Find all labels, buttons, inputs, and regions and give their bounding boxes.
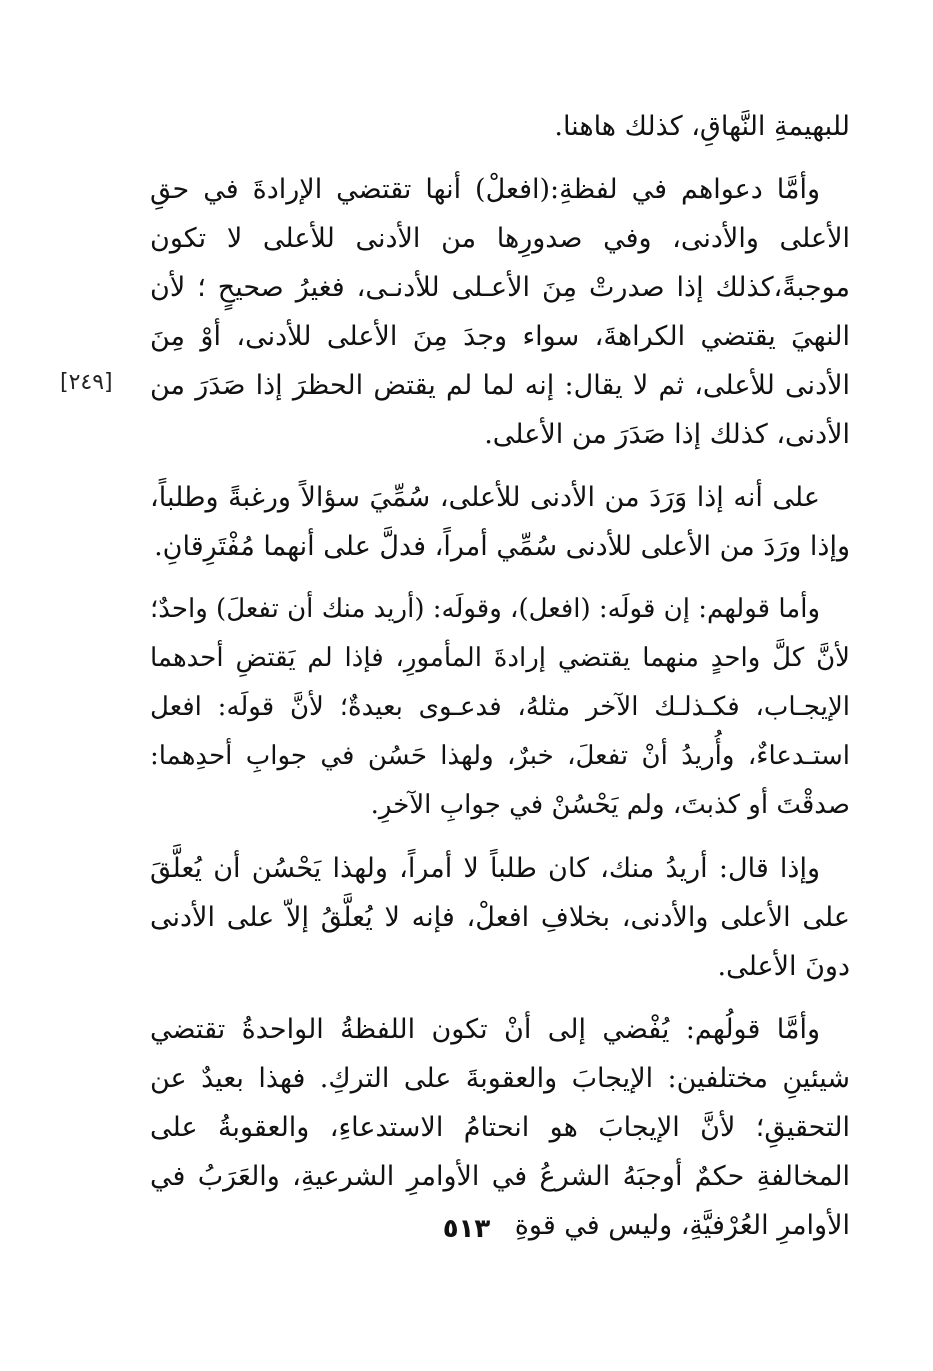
paragraph-3: على أنه إذا وَرَدَ من الأدنى للأعلى، سُمِّيَ سؤالاً ورغبةً وطلباً، وإذا ورَدَ من الأعلى للأدنى سُمِّي أمراً، فدلَّ على أنهما مُفْتَرِقانِ. <box>150 482 850 562</box>
page-number: ٥١٣ <box>442 1214 491 1244</box>
page-body <box>150 102 850 1264</box>
paragraph-4: وأما قولهم: إن قولَه: (افعل)، وقولَه: (أريد منك أن تفعلَ) واحدٌ؛ لأنَّ كلَّ واحدٍ منهما يقتضي إرادةَ المأمورِ، فإذا لم يَقتضِ أحدهما الإيجـاب، فكـذلـك الآخر مثلهُ، فدعـوى بعيدةٌ؛ لأنَّ قولَه: افعل استـدعاءٌ، وأُريدُ أنْ تفعلَ، خبرٌ، ولهذا حَسُن في جوابِ أحدِهما: صدقْتَ أو كذبتَ، ولم يَحْسُنْ في جوابِ الآخرِ. <box>150 594 850 820</box>
paragraph-5: وإذا قال: أريدُ منك، كان طلباً لا أمراً، ولهذا يَحْسُن أن يُعلَّقَ على الأعلى والأدنى، بخلافِ افعلْ، فإنه لا يُعلَّقُ إلاّ على الأدنى دونَ الأعلى. <box>150 853 850 982</box>
margin-page-reference: [٢٤٩] <box>60 370 113 395</box>
paragraph-1: للبهيمةِ النَّهاقِ، كذلك هاهنا. <box>554 111 850 142</box>
paragraph-2: وأمَّا دعواهم في لفظةِ:(افعلْ) أنها تقتضي الإرادةَ في حقِ الأعلى والأدنى، وفي صدورِها من الأدنى للأعلى لا تكون موجبةً،كذلك إذا صدرتْ مِنَ الأعـلى للأدنـى، فغيرُ صحيحٍ ؛ لأن النهيَ يقتضي الكراهةَ، سواء وجدَ مِنَ الأعلى للأدنى، أوْ مِنَ الأدنى للأعلى، ثم لا يقال: إنه لما لم يقتض الحظرَ إذا صَدَرَ من الأدنى، كذلك إذا صَدَرَ من الأعلى. <box>150 174 850 450</box>
paragraph-6: وأمَّا قولُهم: يُفْضي إلى أنْ تكون اللفظةُ الواحدةُ تقتضي شيئينِ مختلفين: الإيجابَ والعقوبةَ على التركِ. فهذا بعيدٌ عن التحقيقِ؛ لأنَّ الإيجابَ هو انحتامُ الاستدعاءِ، والعقوبةُ على المخالفةِ حكمٌ أوجبَهُ الشرعُ في الأوامرِ الشرعيةِ، والعَرَبُ في الأوامرِ العُرْفيَّةِ، وليس في قوةِ <box>150 1014 850 1241</box>
